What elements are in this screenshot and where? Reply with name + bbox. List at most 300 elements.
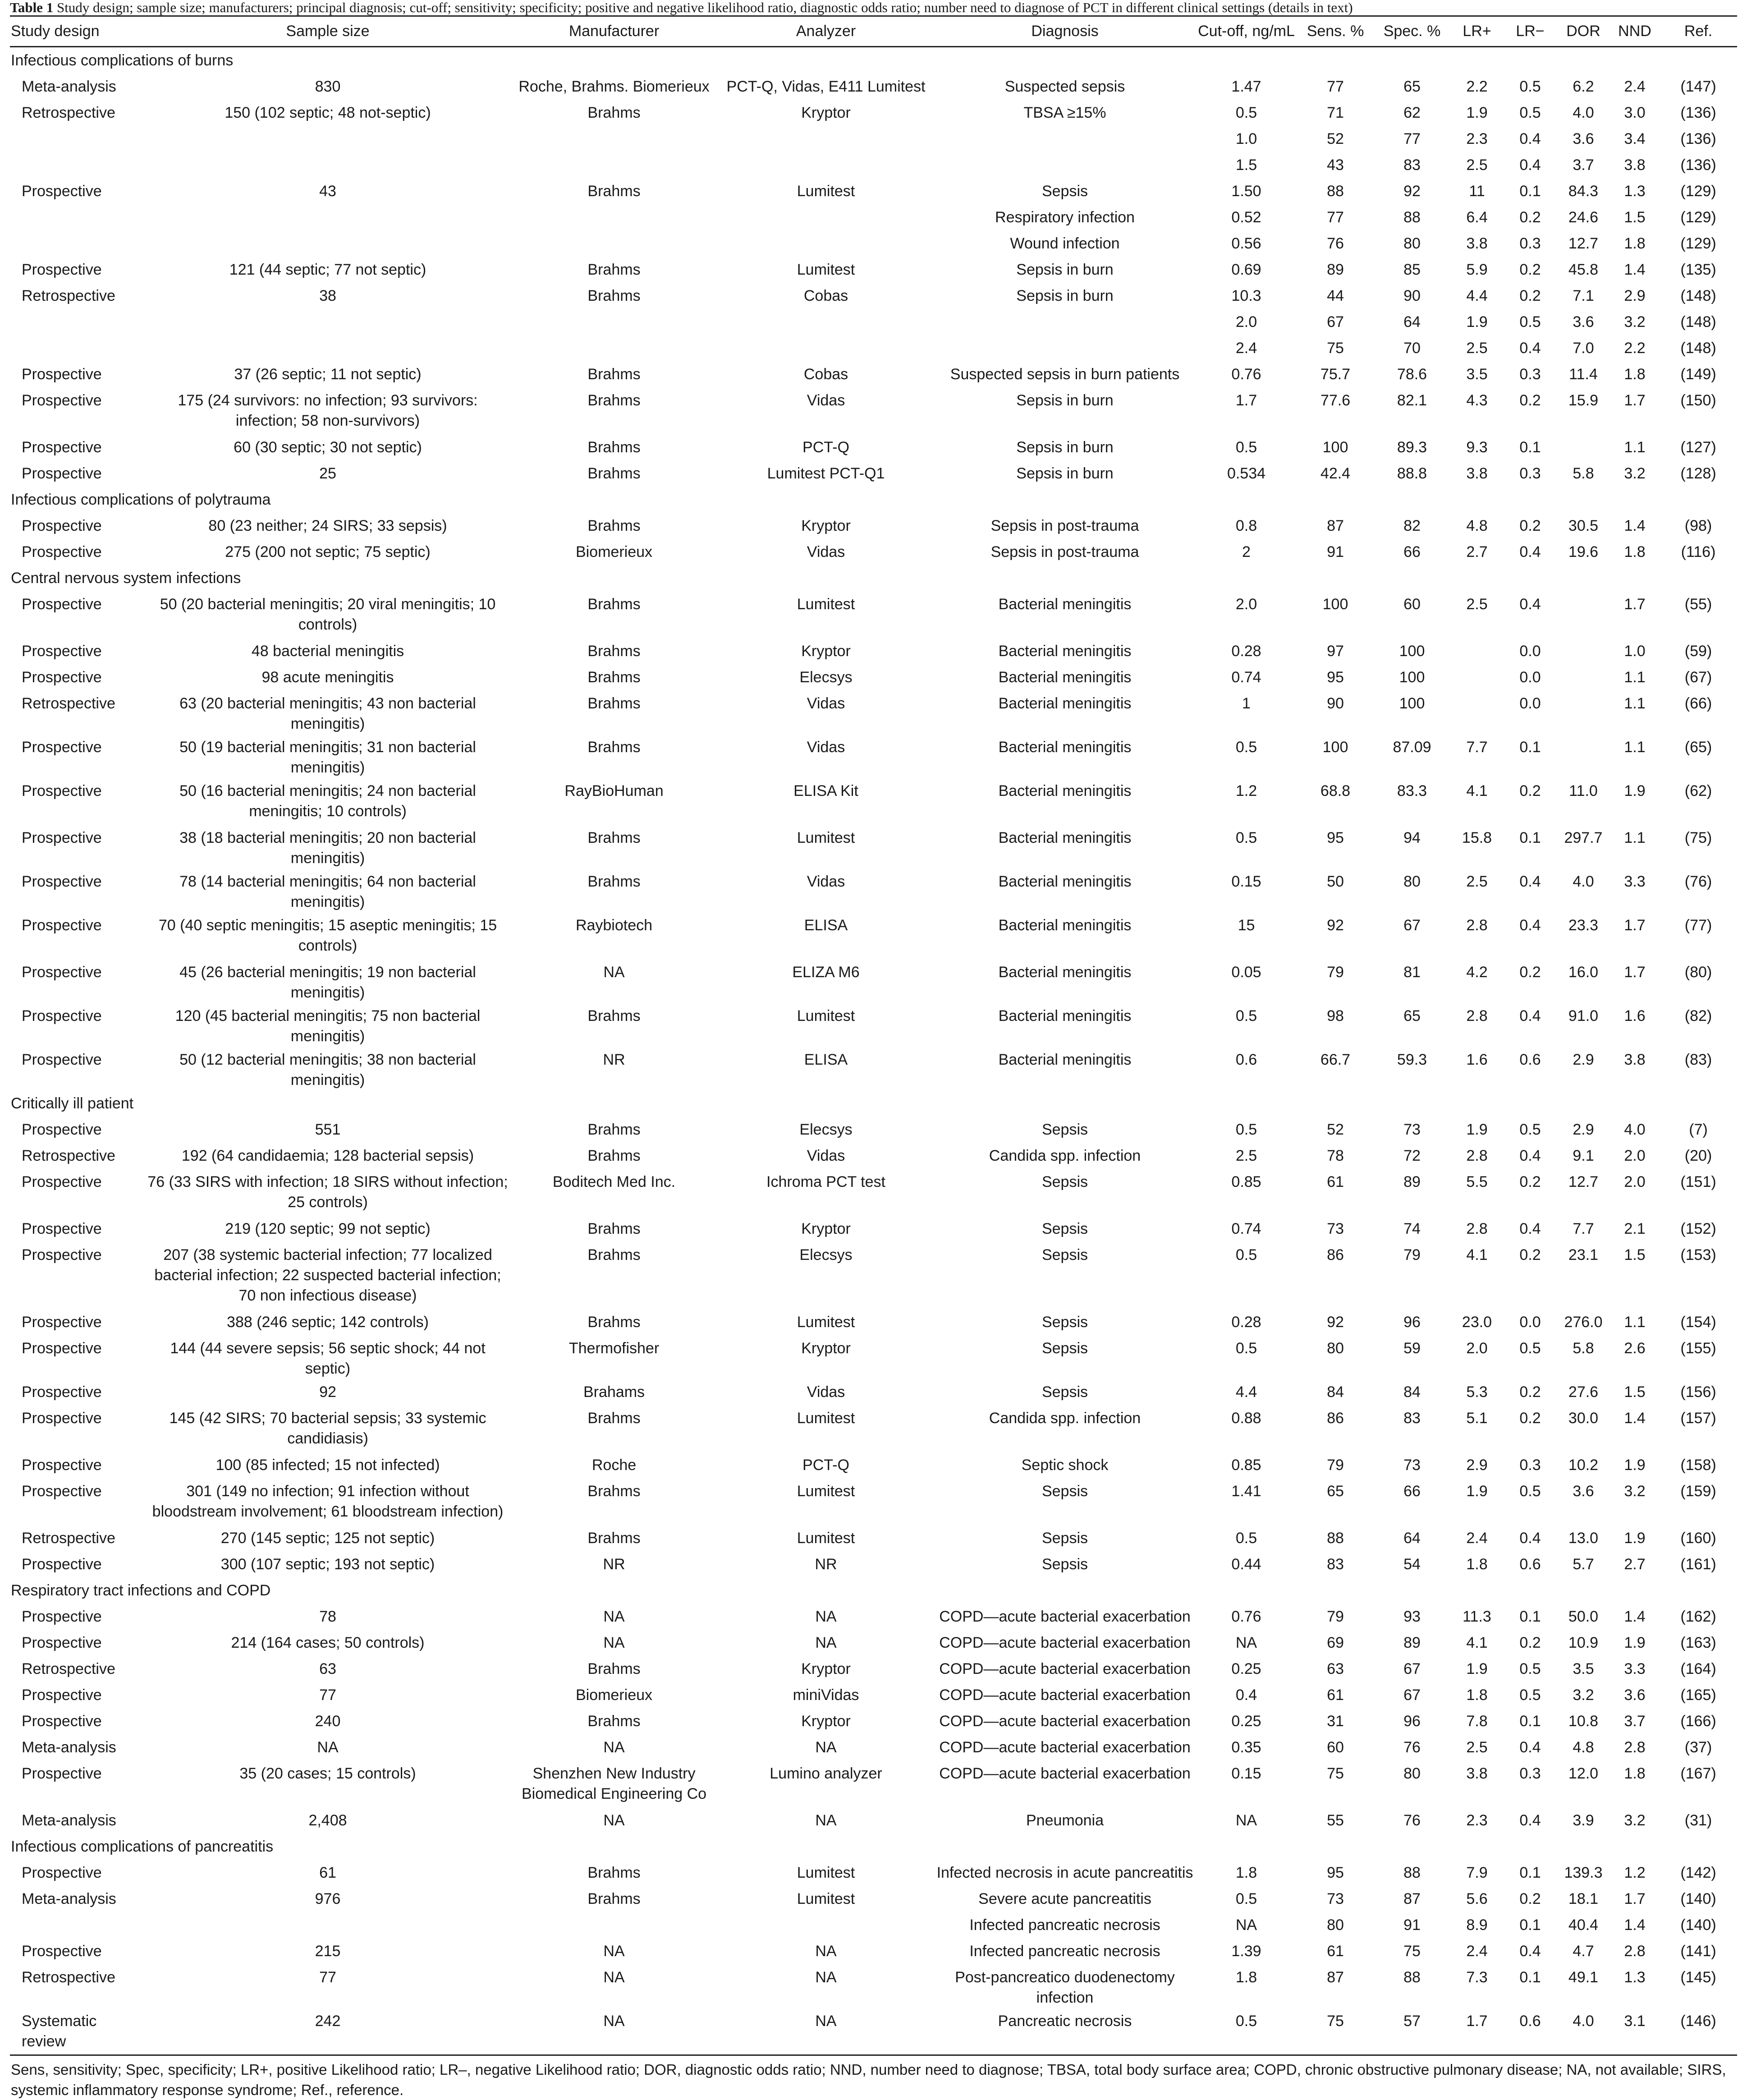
cell-specificity: 70: [1403, 340, 1421, 357]
column-header-dor: DOR: [1557, 16, 1610, 47]
cell-study-design: [10, 335, 145, 361]
cell-lr-positive: 2.5: [1466, 1739, 1488, 1756]
cell-analyzer: ELIZA M6: [792, 964, 860, 981]
cell-cutoff: 0.69: [1231, 261, 1261, 278]
cell-reference: (135): [1680, 261, 1716, 278]
cell-dor: 7.0: [1573, 340, 1594, 357]
cell-lr-negative: 0.2: [1519, 261, 1541, 278]
cell-manufacturer: Brahms: [587, 739, 641, 756]
cell-dor: 5.8: [1573, 1340, 1594, 1357]
cell-manufacturer: Brahms: [587, 1220, 641, 1237]
cell-cutoff: 0.8: [1235, 517, 1257, 534]
table-row: [10, 1169, 1737, 1216]
table-row: [10, 74, 1737, 100]
cell-study-design: Prospective: [22, 596, 102, 613]
table-row: [10, 309, 1737, 335]
section-title: Critically ill patient: [11, 1095, 134, 1112]
cell-specificity: 91: [1403, 1916, 1421, 1934]
cell-analyzer: Lumitest: [797, 1007, 855, 1025]
cell-sample-size: [145, 1912, 510, 1938]
cell-lr-positive: 4.2: [1466, 964, 1488, 981]
cell-reference: (146): [1660, 2008, 1737, 2055]
cell-reference: (166): [1680, 1713, 1716, 1730]
cell-manufacturer: [510, 335, 718, 361]
cell-lr-positive: 3.8: [1466, 1765, 1488, 1782]
cell-diagnosis: Septic shock: [1021, 1457, 1109, 1474]
section-header-row: [10, 47, 1737, 74]
cell-cutoff: 0.5: [1235, 1246, 1257, 1264]
cell-lr-negative: 0.4: [1519, 156, 1541, 174]
cell-nnd: 1.7: [1624, 917, 1646, 934]
cell-manufacturer: Brahms: [587, 1530, 641, 1547]
cell-lr-positive: 4.3: [1466, 392, 1488, 409]
cell-reference: (136): [1680, 130, 1716, 147]
cell-diagnosis: Suspected sepsis: [1004, 78, 1125, 95]
cell-lr-negative: 0.1: [1519, 1713, 1541, 1730]
table-row: [10, 959, 1737, 1003]
cell-lr-negative: 0.2: [1519, 209, 1541, 226]
cell-specificity: 65: [1403, 1007, 1421, 1025]
cell-lr-negative: 0.4: [1519, 543, 1541, 561]
cell-sample-size: 120 (45 bacterial meningitis; 75 non bacterial meningitis): [175, 1007, 481, 1045]
cell-specificity: 96: [1403, 1713, 1421, 1730]
cell-lr-negative: 0.0: [1519, 669, 1541, 686]
cell-lr-positive: 1.9: [1466, 1483, 1488, 1500]
cell-lr-negative: 0.2: [1519, 782, 1541, 800]
cell-diagnosis: Suspected sepsis in burn patients: [950, 366, 1180, 383]
cell-lr-negative: 0.5: [1519, 1686, 1541, 1704]
cell-sensitivity: 92: [1327, 917, 1344, 934]
cell-diagnosis: [934, 126, 1196, 152]
cell-study-design: Retrospective: [22, 1660, 115, 1677]
cell-cutoff: NA: [1235, 1812, 1257, 1829]
cell-lr-positive: 6.4: [1466, 209, 1488, 226]
cell-lr-positive: 1.9: [1466, 1121, 1488, 1138]
cell-nnd: 1.3: [1624, 183, 1646, 200]
cell-dor: 139.3: [1564, 1864, 1603, 1881]
cell-reference: (37): [1684, 1739, 1712, 1756]
cell-reference: (141): [1680, 1943, 1716, 1960]
cell-lr-positive: [1450, 638, 1504, 664]
cell-sensitivity: 86: [1327, 1246, 1344, 1264]
cell-diagnosis: Bacterial meningitis: [998, 596, 1132, 613]
cell-reference: (148): [1680, 313, 1716, 331]
cell-reference: (140): [1680, 1916, 1716, 1934]
cell-cutoff: 0.52: [1231, 209, 1261, 226]
cell-sensitivity: 95: [1327, 829, 1344, 846]
cell-lr-negative: 0.0: [1519, 695, 1541, 712]
cell-specificity: 87.09: [1393, 739, 1431, 756]
cell-manufacturer: Brahms: [587, 287, 641, 304]
cell-diagnosis: Sepsis in burn: [1016, 439, 1114, 456]
cell-dor: [1557, 734, 1610, 778]
cell-lr-negative: 0.1: [1519, 739, 1541, 756]
cell-lr-positive: 1.9: [1466, 313, 1488, 331]
cell-analyzer: NA: [718, 2008, 934, 2055]
cell-nnd: 1.2: [1624, 1864, 1646, 1881]
cell-sensitivity: 100: [1322, 596, 1348, 613]
cell-reference: (145): [1680, 1969, 1716, 1986]
cell-reference: (155): [1680, 1340, 1716, 1357]
cell-reference: (156): [1680, 1383, 1716, 1401]
cell-nnd: 1.4: [1624, 261, 1646, 278]
cell-dor: [1557, 664, 1610, 690]
cell-nnd: 3.4: [1624, 130, 1646, 147]
table-row: [10, 1604, 1737, 1630]
cell-diagnosis: COPD—acute bacterial exacerbation: [939, 1739, 1191, 1756]
cell-manufacturer: [510, 152, 718, 178]
cell-sensitivity: 77.6: [1320, 392, 1351, 409]
cell-specificity: 89.3: [1397, 439, 1427, 456]
cell-dor: 3.6: [1573, 1483, 1594, 1500]
cell-cutoff: 2.0: [1235, 596, 1257, 613]
cell-cutoff: 0.534: [1227, 465, 1266, 482]
cell-lr-positive: 7.9: [1466, 1864, 1488, 1881]
cell-cutoff: 1: [1242, 695, 1251, 712]
cell-lr-positive: 7.8: [1466, 1713, 1488, 1730]
cell-manufacturer: Brahms: [587, 873, 641, 890]
cell-study-design: [10, 204, 145, 230]
cell-cutoff: 2.0: [1235, 313, 1257, 331]
cell-study-design: Prospective: [22, 183, 102, 200]
table-caption-label: Table 1: [10, 0, 54, 15]
cell-diagnosis: TBSA ≥15%: [1023, 104, 1106, 121]
cell-nnd: 1.0: [1624, 643, 1646, 660]
cell-diagnosis: Bacterial meningitis: [998, 669, 1132, 686]
cell-dor: 10.2: [1568, 1457, 1599, 1474]
cell-lr-positive: 1.6: [1466, 1051, 1488, 1068]
cell-dor: 30.5: [1568, 517, 1599, 534]
cell-cutoff: 0.5: [1235, 1890, 1257, 1907]
cell-sensitivity: 80: [1327, 1916, 1344, 1934]
cell-dor: 4.0: [1573, 104, 1594, 121]
cell-sample-size: 48 bacterial meningitis: [251, 643, 404, 660]
cell-specificity: 85: [1403, 261, 1421, 278]
table-body: [10, 47, 1737, 2055]
table-row: [10, 1335, 1737, 1379]
cell-diagnosis: [934, 152, 1196, 178]
cell-reference: (160): [1680, 1530, 1716, 1547]
cell-sensitivity: 50: [1327, 873, 1344, 890]
cell-cutoff: 0.44: [1231, 1556, 1261, 1573]
cell-nnd: 3.3: [1624, 1660, 1646, 1677]
cell-study-design: Prospective: [22, 1246, 102, 1264]
cell-reference: (75): [1684, 829, 1712, 846]
cell-diagnosis: COPD—acute bacterial exacerbation: [939, 1765, 1191, 1782]
cell-study-design: Prospective: [22, 739, 102, 756]
cell-nnd: 1.8: [1624, 543, 1646, 561]
cell-sensitivity: 61: [1327, 1173, 1344, 1190]
cell-reference: (7): [1689, 1121, 1708, 1138]
cell-nnd: 3.2: [1624, 465, 1646, 482]
cell-sensitivity: 61: [1327, 1943, 1344, 1960]
cell-sensitivity: 42.4: [1320, 465, 1351, 482]
column-header-reference: Ref.: [1660, 16, 1737, 47]
cell-manufacturer: Biomerieux: [575, 543, 653, 561]
cell-dor: 3.9: [1573, 1812, 1594, 1829]
cell-nnd: 3.3: [1624, 873, 1646, 890]
cell-reference: (62): [1684, 782, 1712, 800]
cell-lr-positive: 11.3: [1463, 1608, 1491, 1625]
cell-lr-positive: [1450, 690, 1504, 734]
cell-cutoff: 0.85: [1231, 1173, 1261, 1190]
cell-manufacturer: Brahams: [583, 1383, 645, 1401]
cell-specificity: 79: [1403, 1246, 1421, 1264]
cell-analyzer: Vidas: [807, 873, 845, 890]
cell-sensitivity: 75: [1327, 340, 1344, 357]
cell-manufacturer: Brahms: [587, 517, 641, 534]
cell-lr-positive: 9.3: [1466, 439, 1488, 456]
cell-dor: 16.0: [1568, 964, 1599, 981]
cell-lr-negative: 0.5: [1519, 1340, 1541, 1357]
table-row: [10, 825, 1737, 868]
cell-specificity: 66: [1403, 1483, 1421, 1500]
cell-dor: 6.2: [1573, 78, 1594, 95]
cell-cutoff: 0.25: [1231, 1713, 1261, 1730]
cell-nnd: 1.1: [1624, 695, 1646, 712]
cell-lr-positive: 4.1: [1466, 782, 1488, 800]
cell-lr-negative: 0.4: [1519, 1530, 1541, 1547]
cell-cutoff: NA: [1235, 1916, 1257, 1934]
cell-lr-negative: 0.2: [1519, 1890, 1541, 1907]
cell-cutoff: 0.76: [1231, 1608, 1261, 1625]
cell-specificity: 54: [1403, 1556, 1421, 1573]
cell-diagnosis: Sepsis: [1041, 1121, 1088, 1138]
cell-cutoff: 1.7: [1235, 392, 1257, 409]
cell-lr-positive: 3.8: [1466, 465, 1488, 482]
table-row: [10, 868, 1737, 912]
cell-study-design: Prospective: [22, 366, 102, 383]
cell-sensitivity: 78: [1327, 1147, 1344, 1164]
cell-diagnosis: Bacterial meningitis: [998, 873, 1132, 890]
cell-cutoff: 0.76: [1231, 366, 1261, 383]
cell-manufacturer: Boditech Med Inc.: [552, 1173, 676, 1190]
cell-dor: 84.3: [1568, 183, 1599, 200]
cell-cutoff: 1.2: [1235, 782, 1257, 800]
cell-manufacturer: NA: [603, 1634, 625, 1651]
cell-dor: 5.8: [1573, 465, 1594, 482]
cell-lr-negative: 0.2: [1519, 1383, 1541, 1401]
cell-lr-positive: 2.5: [1466, 340, 1488, 357]
cell-manufacturer: Brahms: [587, 1147, 641, 1164]
cell-nnd: 2.0: [1624, 1147, 1646, 1164]
column-header-sensitivity: Sens. %: [1297, 16, 1374, 47]
cell-specificity: 88.8: [1397, 465, 1427, 482]
cell-lr-negative: 0.3: [1519, 366, 1541, 383]
table-row: [10, 1630, 1737, 1656]
cell-study-design: Prospective: [22, 1686, 102, 1704]
cell-specificity: 89: [1403, 1173, 1421, 1190]
cell-reference: (20): [1684, 1147, 1712, 1164]
cell-reference: (128): [1680, 465, 1716, 482]
cell-study-design: Prospective: [22, 1765, 102, 1782]
cell-lr-negative: 0.1: [1519, 1864, 1541, 1881]
cell-manufacturer: NA: [603, 1608, 625, 1625]
table-caption-text: Study design; sample size; manufacturers; principal diagnosis; cut-off; sensitivity; specificity; positive and negative likelihood ratio, diagnostic odds ratio; number need to diagnose of PCT in different clinical settings (details in text): [56, 0, 1353, 15]
cell-lr-positive: 5.9: [1466, 261, 1488, 278]
cell-lr-negative: 0.5: [1519, 78, 1541, 95]
cell-nnd: 1.1: [1624, 829, 1646, 846]
cell-sensitivity: 100: [1322, 439, 1348, 456]
cell-dor: 297.7: [1564, 829, 1603, 846]
table-row: [10, 1912, 1737, 1938]
cell-cutoff: 0.05: [1231, 964, 1261, 981]
cell-sensitivity: 88: [1327, 1530, 1344, 1547]
cell-sensitivity: 61: [1327, 1686, 1344, 1704]
cell-cutoff: 0.74: [1231, 669, 1261, 686]
cell-specificity: 62: [1403, 104, 1421, 121]
cell-lr-positive: 2.0: [1466, 1340, 1488, 1357]
table-row: [10, 387, 1737, 434]
cell-reference: (59): [1684, 643, 1712, 660]
cell-nnd: 1.8: [1624, 235, 1646, 252]
cell-lr-positive: 7.7: [1466, 739, 1488, 756]
cell-dor: 27.6: [1568, 1383, 1599, 1401]
table-row: [10, 1003, 1737, 1047]
cell-sensitivity: 79: [1327, 1608, 1344, 1625]
cell-sensitivity: 79: [1327, 964, 1344, 981]
table-row: [10, 690, 1737, 734]
cell-dor: [1557, 434, 1610, 460]
table-row: [10, 1964, 1737, 2008]
cell-study-design: [10, 230, 145, 257]
table-row: [10, 778, 1737, 825]
cell-dor: 3.2: [1573, 1686, 1594, 1704]
table-row: [10, 1309, 1737, 1335]
table-row: [10, 1478, 1737, 1525]
cell-diagnosis: Severe acute pancreatitis: [978, 1890, 1151, 1907]
table-row: [10, 335, 1737, 361]
cell-nnd: 3.2: [1624, 1812, 1646, 1829]
cell-cutoff: 0.28: [1231, 1314, 1261, 1331]
cell-nnd: 1.4: [1624, 1410, 1646, 1427]
cell-sensitivity: 97: [1327, 643, 1344, 660]
cell-study-design: Prospective: [22, 517, 102, 534]
cell-lr-positive: 1.7: [1450, 2008, 1504, 2055]
cell-manufacturer: NA: [603, 964, 625, 981]
cell-nnd: 1.7: [1624, 1890, 1646, 1907]
cell-lr-positive: 2.9: [1466, 1457, 1488, 1474]
cell-lr-negative: 0.4: [1519, 1943, 1541, 1960]
cell-nnd: 2.9: [1624, 287, 1646, 304]
cell-diagnosis: Bacterial meningitis: [998, 782, 1132, 800]
cell-specificity: 87: [1403, 1890, 1421, 1907]
cell-lr-negative: 0.5: [1519, 313, 1541, 331]
cell-reference: (164): [1680, 1660, 1716, 1677]
cell-reference: (147): [1680, 78, 1716, 95]
cell-specificity: 74: [1403, 1220, 1421, 1237]
cell-reference: (165): [1680, 1686, 1716, 1704]
cell-dor: 3.6: [1573, 313, 1594, 331]
cell-nnd: 1.5: [1624, 1383, 1646, 1401]
cell-cutoff: 1.41: [1231, 1483, 1261, 1500]
table-row: [10, 734, 1737, 778]
cell-study-design: Prospective: [22, 1007, 102, 1025]
cell-sample-size: 70 (40 septic meningitis; 15 aseptic meningitis; 15 controls): [158, 917, 497, 954]
cell-dor: 12.0: [1568, 1765, 1599, 1782]
cell-study-design: Systematic review: [10, 2008, 145, 2055]
cell-manufacturer: NA: [510, 2008, 718, 2055]
cell-analyzer: Lumitest: [797, 1314, 855, 1331]
cell-sample-size: 275 (200 not septic; 75 septic): [225, 543, 431, 561]
cell-diagnosis: Pneumonia: [1026, 1812, 1104, 1829]
cell-lr-positive: 4.4: [1466, 287, 1488, 304]
column-header-sample-size: Sample size: [145, 16, 510, 47]
cell-manufacturer: Thermofisher: [569, 1340, 660, 1357]
table-row: [10, 1656, 1737, 1682]
cell-reference: (142): [1680, 1864, 1716, 1881]
cell-nnd: 1.1: [1624, 1314, 1646, 1331]
cell-lr-negative: 0.2: [1519, 1246, 1541, 1264]
cell-specificity: 57: [1374, 2008, 1450, 2055]
cell-cutoff: 0.5: [1235, 1340, 1257, 1357]
cell-study-design: Meta-analysis: [22, 1890, 116, 1907]
table-row: [10, 638, 1737, 664]
cell-reference: (151): [1680, 1173, 1716, 1190]
cell-lr-negative: 0.2: [1519, 392, 1541, 409]
cell-dor: 3.7: [1573, 156, 1594, 174]
cell-dor: [1557, 591, 1610, 638]
cell-study-design: Prospective: [22, 1383, 102, 1401]
cell-study-design: Prospective: [22, 439, 102, 456]
cell-manufacturer: [510, 230, 718, 257]
cell-manufacturer: Roche, Brahms. Biomerieux: [518, 78, 710, 95]
cell-sample-size: 121 (44 septic; 77 not septic): [229, 261, 426, 278]
cell-lr-positive: 3.8: [1466, 235, 1488, 252]
cell-diagnosis: [934, 309, 1196, 335]
cell-study-design: Prospective: [22, 964, 102, 981]
cell-study-design: Prospective: [22, 1713, 102, 1730]
column-header-diagnosis: Diagnosis: [934, 16, 1196, 47]
cell-sensitivity: 87: [1327, 1969, 1344, 1986]
cell-nnd: 2.0: [1624, 1173, 1646, 1190]
cell-sensitivity: 52: [1327, 130, 1344, 147]
cell-nnd: 2.8: [1624, 1739, 1646, 1756]
cell-reference: (140): [1680, 1890, 1716, 1907]
cell-specificity: 93: [1403, 1608, 1421, 1625]
cell-study-design: Retrospective: [22, 1530, 115, 1547]
cell-manufacturer: Brahms: [587, 1314, 641, 1331]
cell-reference: (159): [1680, 1483, 1716, 1500]
cell-study-design: Prospective: [22, 465, 102, 482]
cell-dor: 12.7: [1568, 235, 1599, 252]
cell-reference: (153): [1680, 1246, 1716, 1264]
cell-diagnosis: Post-pancreatico duodenectomy infection: [955, 1969, 1175, 2006]
cell-dor: 4.8: [1573, 1739, 1594, 1756]
cell-sample-size: [145, 204, 510, 230]
cell-manufacturer: Biomerieux: [575, 1686, 653, 1704]
cell-analyzer: Lumitest: [797, 1410, 855, 1427]
cell-dor: 50.0: [1568, 1608, 1599, 1625]
cell-dor: [1557, 690, 1610, 734]
cell-analyzer: Elecsys: [799, 669, 853, 686]
cell-nnd: 1.5: [1624, 209, 1646, 226]
cell-dor: 2.9: [1573, 1121, 1594, 1138]
cell-reference: (66): [1684, 695, 1712, 712]
cell-dor: 45.8: [1568, 261, 1599, 278]
cell-specificity: 75: [1403, 1943, 1421, 1960]
cell-lr-positive: [1450, 664, 1504, 690]
cell-analyzer: [718, 309, 934, 335]
cell-specificity: 65: [1403, 78, 1421, 95]
cell-study-design: Prospective: [22, 643, 102, 660]
cell-analyzer: Vidas: [807, 695, 845, 712]
table-row: [10, 434, 1737, 460]
cell-analyzer: Vidas: [807, 1383, 845, 1401]
cell-diagnosis: Sepsis: [1041, 183, 1088, 200]
cell-sample-size: 301 (149 no infection; 91 infection without bloodstream involvement; 61 bloodstream infection): [152, 1483, 504, 1520]
cell-dor: 3.5: [1573, 1660, 1594, 1677]
